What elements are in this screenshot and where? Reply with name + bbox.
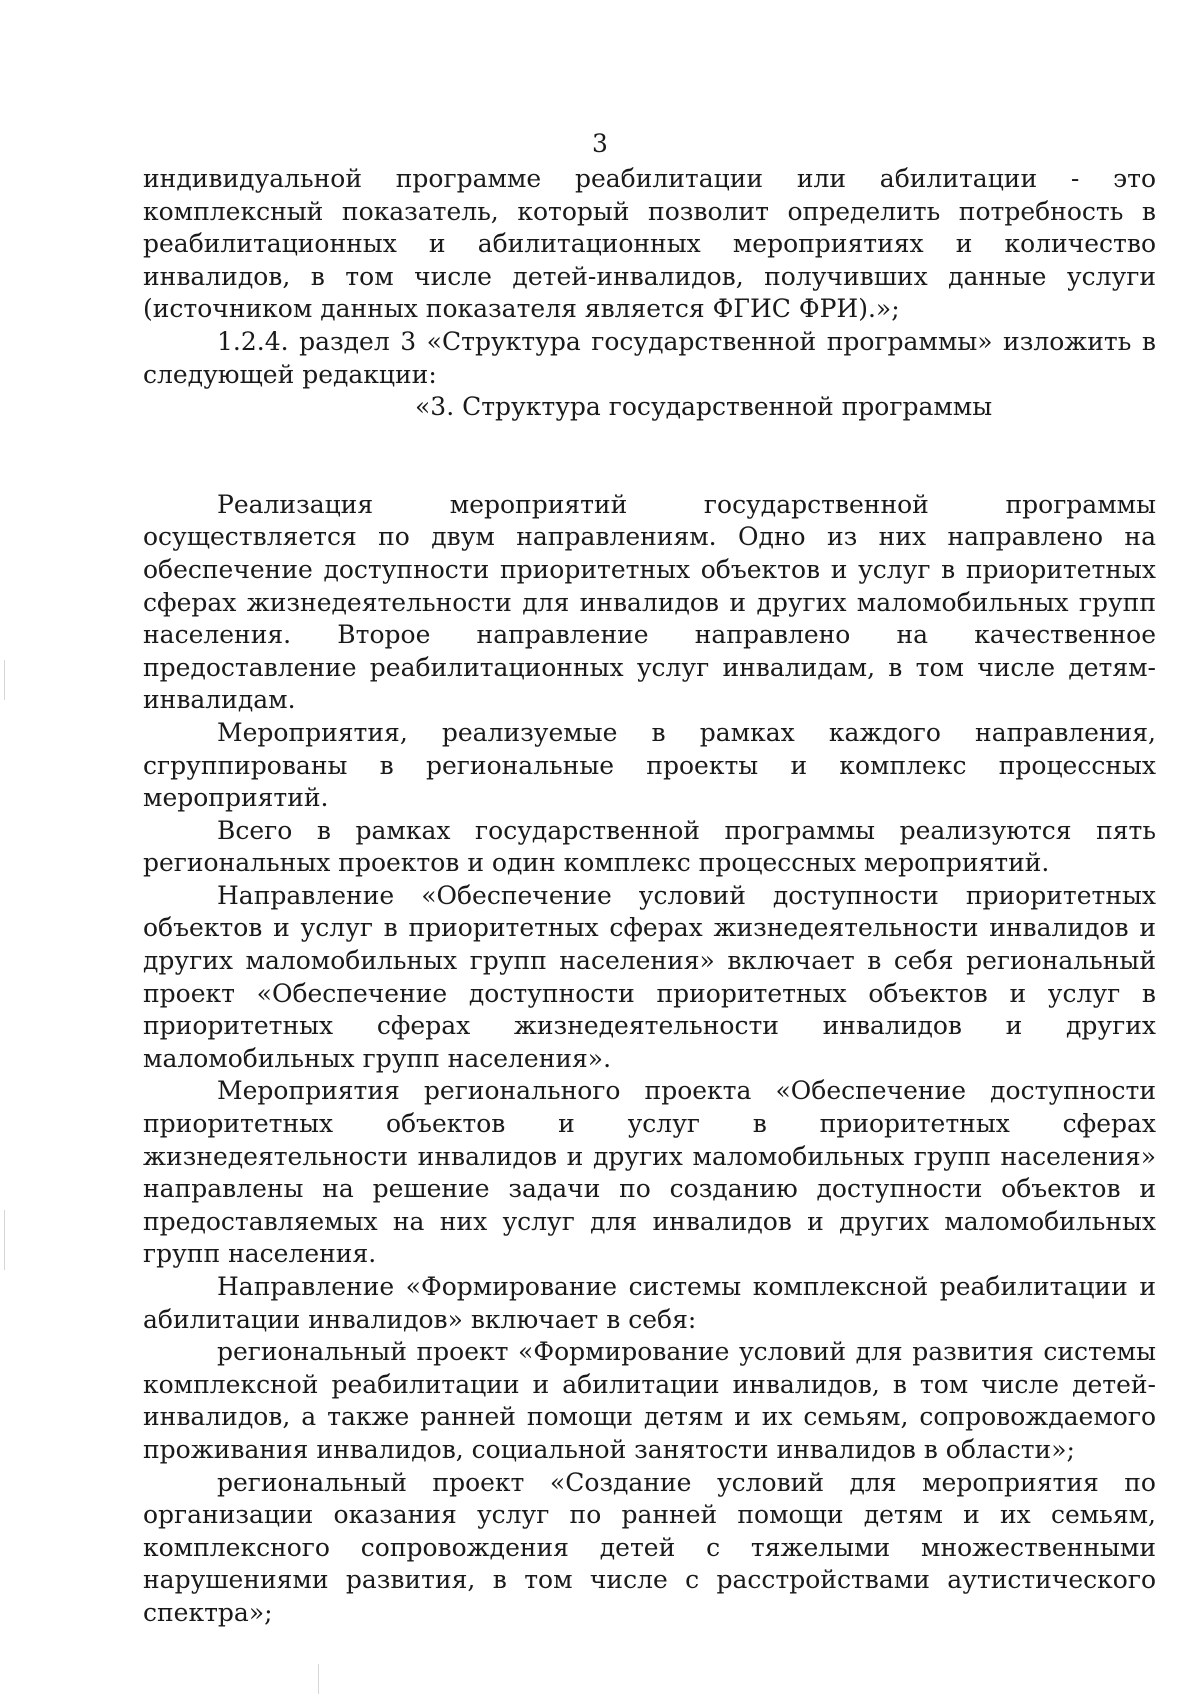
heading-spacer	[143, 424, 1156, 489]
paragraph-grouping: Мероприятия, реализуемые в рамках каждого направления, сгруппированы в региональные проекты и комплекс процессных мероприятий.	[143, 717, 1156, 813]
paragraph-directions: Реализация мероприятий государственной программы осуществляется по двум направлениям. Одно из них направлено на обеспечение доступности приоритетных объектов и услуг в приоритетных сферах жизнедеятельности для инвалидов и других маломобильных групп населения. Второе направление направлено на качественное предоставление реабилитационных услуг инвалидам, в том числе детям-инвалидам.	[143, 489, 1156, 715]
paragraph-amendment-item: 1.2.4. раздел 3 «Структура государственной программы» изложить в следующей редакции:	[143, 326, 1156, 389]
paragraph-accessibility-direction: Направление «Обеспечение условий доступности приоритетных объектов и услуг в приоритетных сферах жизнедеятельности инвалидов и других маломобильных групп населения» включает в себя региональный проект «Обеспечение доступности приоритетных объектов и услуг в приоритетных сферах жизнедеятельности инвалидов и других маломобильных групп населения».	[143, 880, 1156, 1073]
paragraph-early-help-project: региональный проект «Создание условий для мероприятия по организации оказания услуг по ранней помощи детям и их семьям, комплексного сопровождения детей с тяжелыми множественными нарушениями развития, в том числе с расстройствами аутистического спектра»;	[143, 1467, 1156, 1627]
document-body	[143, 163, 1156, 1630]
scan-edge-mark	[318, 1664, 319, 1694]
paragraph-rehabilitation-direction: Направление «Формирование системы комплексной реабилитации и абилитации инвалидов» включает в себя:	[143, 1272, 1156, 1334]
page-number: 3	[592, 129, 608, 158]
paragraph-continuation: индивидуальной программе реабилитации или абилитации - это комплексный показатель, который позволит определить потребность в реабилитационных и абилитационных мероприятиях и количество инвалидов, в том числе детей-инвалидов, получивших данные услуги (источником данных показателя является ФГИС ФРИ).»;	[143, 164, 1156, 324]
scan-edge-mark	[4, 660, 5, 700]
paragraph-project-count: Всего в рамках государственной программы реализуются пять региональных проектов и один комплекс процессных мероприятий.	[143, 815, 1156, 878]
paragraph-rehabilitation-project: региональный проект «Формирование условий для развития системы комплексной реабилитации и абилитации инвалидов, в том числе детей-инвалидов, а также ранней помощи детям и их семьям, сопровождаемого проживания инвалидов, социальной занятости инвалидов в области»;	[143, 1337, 1156, 1464]
paragraph-accessibility-project: Мероприятия регионального проекта «Обеспечение доступности приоритетных объектов и услуг в приоритетных сферах жизнедеятельности инвалидов и других маломобильных групп населения» направлены на решение задачи по созданию доступности объектов и предоставляемых на них услуг для инвалидов и других маломобильных групп населения.	[143, 1076, 1156, 1269]
section-heading: «3. Структура государственной программы	[415, 392, 993, 422]
scan-edge-mark	[4, 1210, 5, 1270]
